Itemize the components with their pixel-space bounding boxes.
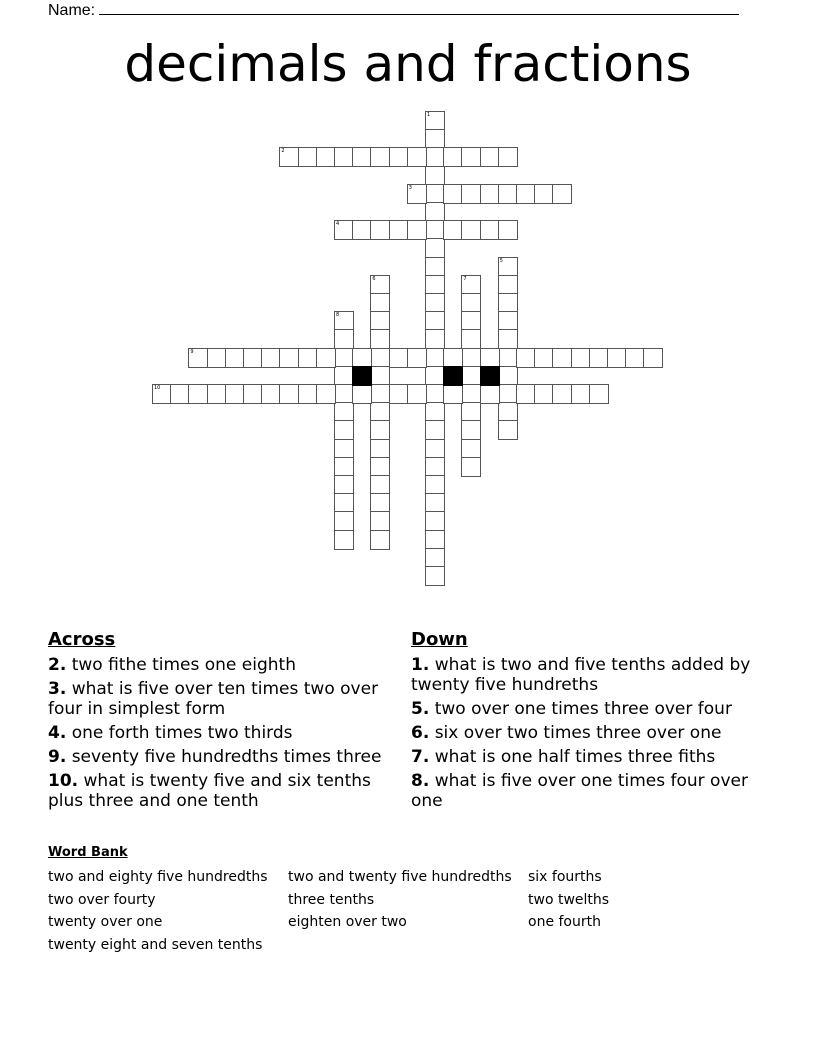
down-clue [411, 699, 756, 719]
crossword-cell[interactable] [370, 384, 390, 404]
cell-number: 4 [336, 221, 340, 228]
crossword-black-square [480, 366, 500, 386]
down-clue [411, 747, 756, 767]
crossword-cell[interactable] [370, 420, 390, 440]
clue-text: what is one half times three fiths [434, 747, 716, 767]
crossword-cell[interactable] [298, 348, 318, 368]
crossword-cell[interactable] [425, 111, 445, 131]
clue-text: what is two and five tenths added by twenty five hundreths [411, 655, 751, 695]
crossword-cell[interactable] [370, 475, 390, 495]
crossword-cell[interactable] [425, 366, 445, 386]
crossword-cell[interactable] [370, 402, 390, 422]
word-bank-item: three tenths [288, 891, 375, 908]
word-bank-item: two over fourty [48, 891, 156, 908]
crossword-cell[interactable] [552, 348, 572, 368]
crossword-cell[interactable] [298, 147, 318, 167]
crossword-cell[interactable] [516, 384, 536, 404]
crossword-cell[interactable] [461, 457, 481, 477]
word-bank-item: eighten over two [288, 914, 407, 931]
crossword-cell[interactable] [425, 257, 445, 277]
crossword-cell[interactable] [461, 329, 481, 349]
crossword-cell[interactable] [279, 147, 299, 167]
crossword-cell[interactable] [461, 293, 481, 313]
crossword-cell[interactable] [370, 329, 390, 349]
crossword-cell[interactable] [370, 439, 390, 459]
crossword-cell[interactable] [425, 548, 445, 568]
crossword-cell[interactable] [188, 384, 208, 404]
crossword-cell[interactable] [534, 384, 554, 404]
crossword-cell[interactable] [498, 348, 518, 368]
clue-text: one forth times two thirds [71, 723, 293, 743]
crossword-cell[interactable] [352, 147, 372, 167]
crossword-cell[interactable] [461, 220, 481, 240]
crossword-cell[interactable] [407, 184, 427, 204]
crossword-cell[interactable] [370, 457, 390, 477]
crossword-cell[interactable] [425, 457, 445, 477]
crossword-cell[interactable] [461, 311, 481, 331]
crossword-cell[interactable] [480, 184, 500, 204]
word-bank-column [48, 866, 268, 957]
crossword-cell[interactable] [607, 348, 627, 368]
crossword-cell[interactable] [425, 220, 445, 240]
clue-number: 7. [411, 747, 430, 767]
crossword-cell[interactable] [425, 384, 445, 404]
crossword-cell[interactable] [334, 402, 354, 422]
crossword-cell[interactable] [571, 384, 591, 404]
word-bank-item: twenty over one [48, 914, 163, 931]
crossword-cell[interactable] [425, 348, 445, 368]
crossword-cell[interactable] [334, 366, 354, 386]
crossword-cell[interactable] [170, 384, 190, 404]
clue-number: 6. [411, 723, 430, 743]
clue-text: what is twenty five and six tenths plus three and one tenth [48, 771, 371, 811]
word-bank-item: twenty eight and seven tenths [48, 937, 263, 954]
clue-number: 4. [48, 723, 67, 743]
crossword-cell[interactable] [352, 384, 372, 404]
crossword-cell[interactable] [207, 384, 227, 404]
crossword-cell[interactable] [498, 147, 518, 167]
word-bank-item: two and twenty five hundredths [288, 869, 512, 885]
crossword-cell[interactable] [370, 293, 390, 313]
crossword-cell[interactable] [370, 511, 390, 531]
crossword-cell[interactable] [334, 511, 354, 531]
crossword-cell[interactable] [370, 220, 390, 240]
down-clues [411, 655, 756, 815]
cell-number: 2 [281, 148, 285, 155]
crossword-cell[interactable] [425, 475, 445, 495]
crossword-cell[interactable] [334, 475, 354, 495]
crossword-cell[interactable] [498, 220, 518, 240]
crossword-cell[interactable] [352, 220, 372, 240]
crossword-cell[interactable] [261, 348, 281, 368]
crossword-cell[interactable] [389, 348, 409, 368]
crossword-cell[interactable] [298, 384, 318, 404]
crossword-cell[interactable] [225, 384, 245, 404]
crossword-cell[interactable] [589, 348, 609, 368]
clue-text: two fithe times one eighth [71, 655, 296, 675]
crossword-cell[interactable] [370, 348, 390, 368]
crossword-cell[interactable] [461, 402, 481, 422]
crossword-cell[interactable] [407, 147, 427, 167]
clue-number: 9. [48, 747, 67, 767]
crossword-cell[interactable] [443, 348, 463, 368]
clue-number: 3. [48, 679, 67, 699]
crossword-cell[interactable] [425, 493, 445, 513]
crossword-cell[interactable] [516, 348, 536, 368]
crossword-cell[interactable] [334, 493, 354, 513]
crossword-cell[interactable] [443, 220, 463, 240]
crossword-cell[interactable] [407, 384, 427, 404]
word-bank-item: two twelths [528, 891, 610, 908]
crossword-cell[interactable] [461, 184, 481, 204]
cell-number: 1 [427, 112, 431, 118]
word-bank-heading: Word Bank [48, 845, 128, 860]
crossword-cell[interactable] [480, 348, 500, 368]
crossword-cell[interactable] [425, 238, 445, 258]
crossword-cell[interactable] [443, 384, 463, 404]
crossword-cell[interactable] [498, 293, 518, 313]
crossword-cell[interactable] [370, 275, 390, 295]
crossword-cell[interactable] [352, 348, 372, 368]
clue-text: six over two times three over one [434, 723, 722, 743]
clue-number: 5. [411, 699, 430, 719]
cell-number: 10 [154, 385, 161, 391]
crossword-cell[interactable] [643, 348, 663, 368]
crossword-cell[interactable] [498, 384, 518, 404]
crossword-cell[interactable] [516, 184, 536, 204]
clue-text: what is five over one times four over one [411, 771, 748, 811]
crossword-cell[interactable] [316, 147, 336, 167]
crossword-cell[interactable] [425, 202, 445, 222]
cell-number: 5 [499, 257, 503, 264]
across-clues [48, 655, 393, 815]
across-heading: Across [48, 629, 116, 650]
crossword-cell[interactable] [425, 511, 445, 531]
crossword-cell[interactable] [461, 439, 481, 459]
clue-number: 1. [411, 655, 430, 675]
crossword-cell[interactable] [552, 184, 572, 204]
crossword-cell[interactable] [425, 184, 445, 204]
crossword-cell[interactable] [389, 147, 409, 167]
crossword-cell[interactable] [370, 530, 390, 550]
crossword-cell[interactable] [407, 348, 427, 368]
crossword-cell[interactable] [279, 384, 299, 404]
clue-number: 2. [48, 655, 67, 675]
cell-number: 8 [336, 312, 340, 319]
crossword-cell[interactable] [425, 275, 445, 295]
crossword-cell[interactable] [571, 348, 591, 368]
crossword-cell[interactable] [534, 184, 554, 204]
crossword-cell[interactable] [334, 420, 354, 440]
cell-number: 3 [408, 184, 412, 191]
crossword-cell[interactable] [207, 348, 227, 368]
down-clue [411, 771, 756, 811]
word-bank-item: one fourth [528, 914, 601, 931]
crossword-cell[interactable] [589, 384, 609, 404]
crossword-cell[interactable] [461, 420, 481, 440]
cell-number: 6 [372, 275, 376, 282]
crossword-cell[interactable] [498, 420, 518, 440]
crossword-cell[interactable] [334, 311, 354, 331]
crossword-cell[interactable] [534, 348, 554, 368]
page-title: decimals and fractions [124, 35, 692, 93]
crossword-cell[interactable] [461, 384, 481, 404]
across-clue [48, 747, 393, 767]
crossword-cell[interactable] [552, 384, 572, 404]
crossword-cell[interactable] [334, 457, 354, 477]
across-clue [48, 679, 393, 719]
crossword-cell[interactable] [480, 147, 500, 167]
cell-number: 9 [190, 348, 194, 355]
crossword-cell[interactable] [334, 348, 354, 368]
crossword-cell[interactable] [461, 366, 481, 386]
across-clue [48, 771, 393, 811]
crossword-cell[interactable] [334, 384, 354, 404]
crossword-cell[interactable] [279, 348, 299, 368]
crossword-cell[interactable] [461, 348, 481, 368]
crossword-cell[interactable] [480, 384, 500, 404]
crossword-cell[interactable] [334, 530, 354, 550]
crossword-cell[interactable] [425, 329, 445, 349]
crossword-cell[interactable] [261, 384, 281, 404]
crossword-cell[interactable] [425, 129, 445, 149]
across-clue [48, 723, 393, 743]
crossword-cell[interactable] [443, 147, 463, 167]
name-label: Name: [48, 2, 96, 19]
crossword-cell[interactable] [498, 184, 518, 204]
crossword-cell[interactable] [425, 311, 445, 331]
crossword-cell[interactable] [425, 166, 445, 186]
word-bank-column [288, 866, 512, 934]
crossword-cell[interactable] [461, 275, 481, 295]
word-bank-item: six fourths [528, 869, 602, 885]
crossword-cell[interactable] [370, 147, 390, 167]
down-heading: Down [411, 629, 468, 650]
crossword-cell[interactable] [316, 384, 336, 404]
crossword-cell[interactable] [225, 348, 245, 368]
crossword-cell[interactable] [498, 275, 518, 295]
crossword-cell[interactable] [370, 366, 390, 386]
crossword-cell[interactable] [407, 220, 427, 240]
crossword-cell[interactable] [480, 220, 500, 240]
crossword-cell[interactable] [498, 402, 518, 422]
crossword-cell[interactable] [461, 147, 481, 167]
crossword-cell[interactable] [625, 348, 645, 368]
crossword-cell[interactable] [334, 329, 354, 349]
clue-text: seventy five hundredths times three [71, 747, 382, 767]
crossword-cell[interactable] [443, 184, 463, 204]
cell-number: 7 [463, 275, 467, 282]
crossword-cell[interactable] [316, 348, 336, 368]
crossword-cell[interactable] [498, 311, 518, 331]
clue-text: what is five over ten times two over four in simplest form [48, 679, 379, 719]
crossword-cell[interactable] [243, 384, 263, 404]
clue-number: 10. [48, 771, 79, 791]
word-bank-column [528, 866, 609, 934]
crossword-cell[interactable] [425, 402, 445, 422]
crossword-cell[interactable] [243, 348, 263, 368]
word-bank-item: two and eighty five hundredths [48, 869, 268, 885]
crossword-cell[interactable] [425, 293, 445, 313]
crossword-cell[interactable] [152, 384, 172, 404]
crossword-cell[interactable] [498, 366, 518, 386]
crossword-cell[interactable] [389, 220, 409, 240]
crossword-cell[interactable] [425, 566, 445, 586]
crossword-cell[interactable] [425, 420, 445, 440]
crossword-cell[interactable] [370, 311, 390, 331]
clue-text: two over one times three over four [434, 699, 732, 719]
crossword-black-square [352, 366, 372, 386]
crossword-cell[interactable] [334, 147, 354, 167]
down-clue [411, 655, 756, 695]
crossword-cell[interactable] [498, 329, 518, 349]
crossword-cell[interactable] [425, 439, 445, 459]
crossword-cell[interactable] [188, 348, 208, 368]
crossword-cell[interactable] [334, 220, 354, 240]
clue-number: 8. [411, 771, 430, 791]
crossword-cell[interactable] [334, 439, 354, 459]
crossword-cell[interactable] [498, 257, 518, 277]
crossword-black-square [443, 366, 463, 386]
crossword-cell[interactable] [425, 530, 445, 550]
across-clue [48, 655, 393, 675]
down-clue [411, 723, 756, 743]
crossword-cell[interactable] [389, 384, 409, 404]
crossword-cell[interactable] [425, 147, 445, 167]
crossword-cell[interactable] [370, 493, 390, 513]
